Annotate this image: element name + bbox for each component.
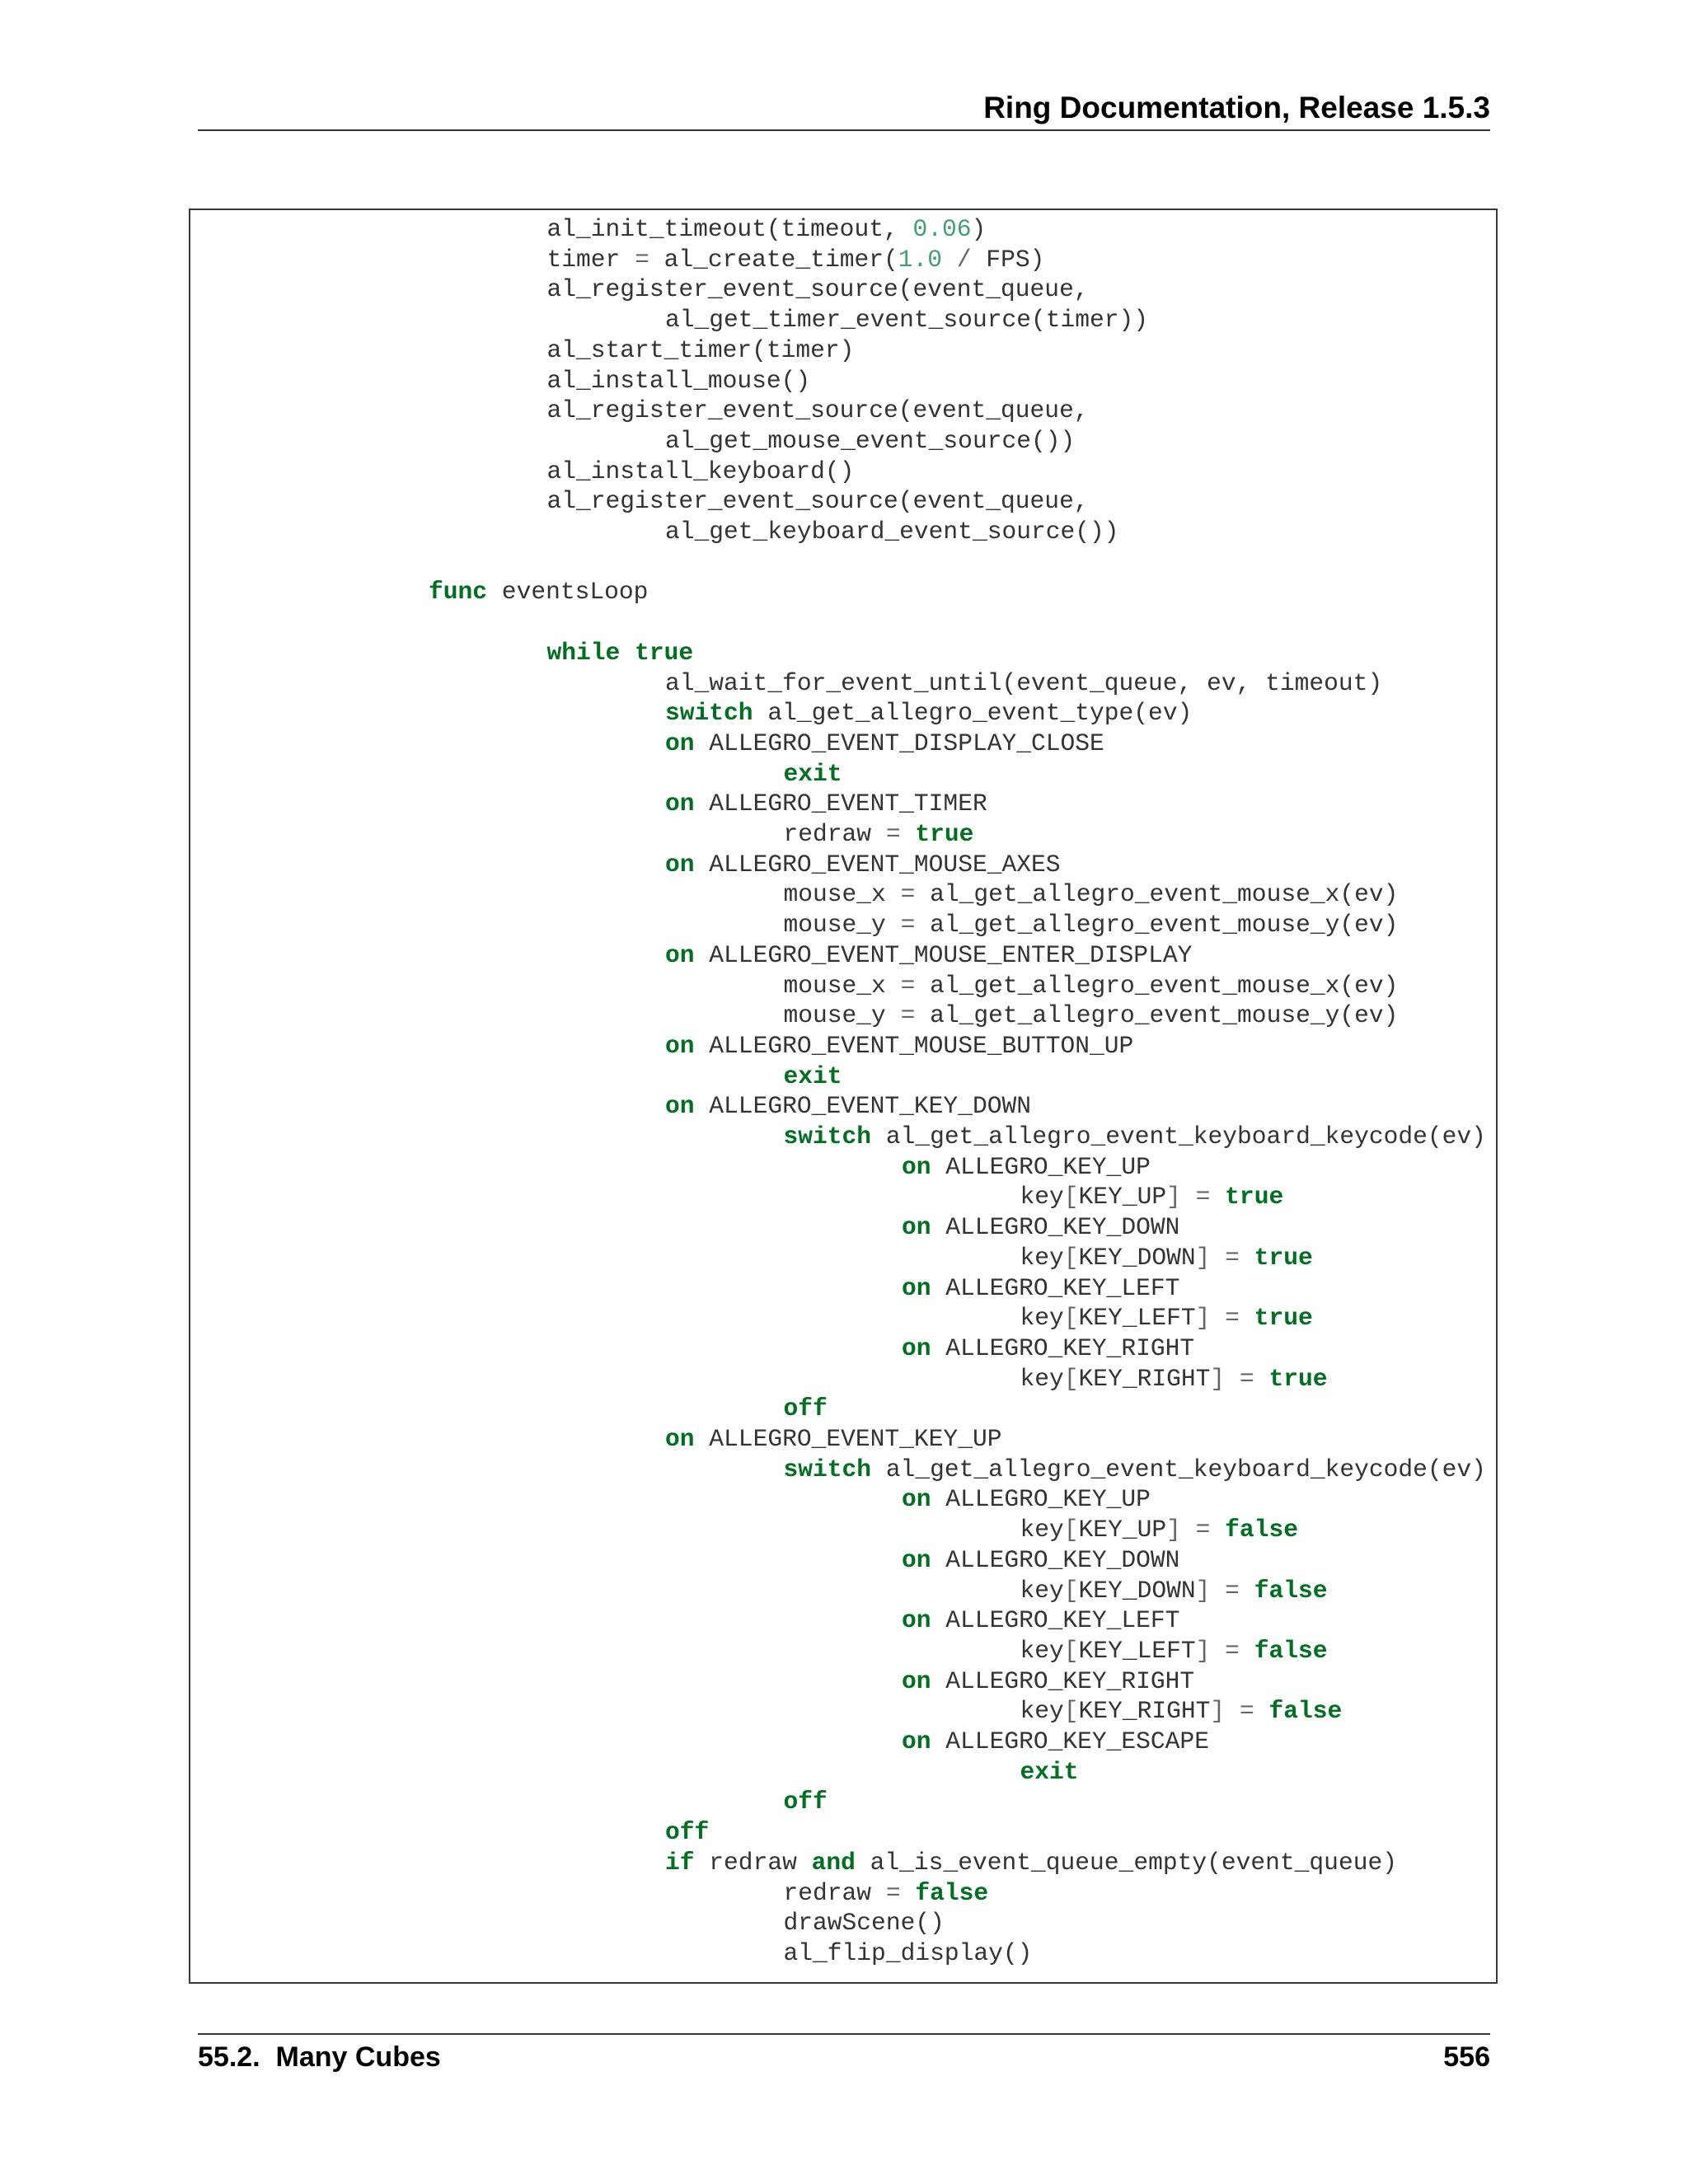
code-text: key [1020, 1697, 1064, 1726]
code-text [1210, 1516, 1225, 1544]
code-text [901, 820, 916, 848]
code-line [1020, 1576, 1328, 1606]
code-line [784, 879, 1399, 910]
code-operator: ] [1195, 1636, 1211, 1665]
code-operator: = [1239, 1364, 1254, 1393]
code-text: KEY_RIGHT [1078, 1364, 1211, 1393]
code-keyword: switch [783, 1455, 872, 1483]
code-text [1240, 1637, 1254, 1665]
code-text: al_get_mouse_event_source()) [665, 426, 1076, 455]
code-text: timer [546, 245, 635, 274]
code-text: ALLEGRO_KEY_LEFT [931, 1273, 1180, 1302]
code-operator: [ [1063, 1183, 1079, 1212]
code-line [665, 305, 1148, 335]
footer-divider [198, 2033, 1490, 2035]
code-keyword: on [902, 1545, 931, 1574]
code-text: al_get_allegro_event_keyboard_keycode(ev) [871, 1122, 1486, 1151]
code-line [665, 1091, 1031, 1122]
code-text: ALLEGRO_EVENT_MOUSE_AXES [694, 850, 1061, 879]
code-line [1020, 1696, 1343, 1727]
code-operator: = [900, 880, 916, 909]
code-line [784, 1787, 828, 1817]
code-keyword: switch [665, 699, 753, 728]
code-operator: ] [1210, 1364, 1226, 1393]
code-text [1240, 1244, 1254, 1272]
code-keyword: on [902, 1606, 931, 1635]
code-operator: = [1195, 1516, 1211, 1544]
code-text: eventsLoop [487, 578, 649, 607]
code-text: al_get_allegro_event_mouse_x(ev) [915, 880, 1399, 909]
code-line [1020, 1757, 1079, 1788]
code-line [665, 1817, 709, 1848]
code-line [902, 1727, 1209, 1757]
code-keyword: false [915, 1878, 989, 1907]
code-keyword: and [811, 1848, 856, 1877]
code-text [1210, 1577, 1225, 1605]
code-text: ) [971, 215, 987, 243]
code-keyword: on [902, 1213, 931, 1242]
code-text [1210, 1637, 1225, 1665]
code-text [1210, 1244, 1225, 1272]
code-text: ALLEGRO_KEY_DOWN [931, 1545, 1180, 1574]
code-text: ALLEGRO_EVENT_MOUSE_ENTER_DISPLAY [694, 940, 1193, 969]
code-block [189, 209, 1498, 1984]
code-text: ALLEGRO_EVENT_TIMER [694, 790, 987, 818]
code-line [784, 1062, 842, 1092]
code-number: 0.06 [912, 215, 972, 243]
code-line [1020, 1303, 1313, 1333]
code-operator: = [900, 911, 916, 940]
code-operator: = [885, 820, 901, 848]
code-line [902, 1152, 1151, 1183]
page-header-title: Ring Documentation, Release 1.5.3 [983, 91, 1490, 124]
code-operator: [ [1063, 1243, 1079, 1272]
code-text: KEY_LEFT [1078, 1636, 1196, 1665]
code-operator: = [1239, 1697, 1254, 1726]
code-keyword: true [1254, 1304, 1313, 1333]
code-text: key [1020, 1636, 1064, 1665]
code-text: FPS) [971, 245, 1045, 274]
code-keyword: off [783, 1394, 828, 1423]
code-operator: [ [1063, 1576, 1079, 1605]
code-text: al_wait_for_event_until(event_queue, ev, timeout) [665, 668, 1383, 697]
code-text: key [1020, 1576, 1064, 1605]
code-line [547, 245, 1045, 275]
code-line [547, 214, 987, 245]
code-operator: = [1225, 1576, 1240, 1605]
code-operator: = [900, 971, 916, 1000]
code-keyword: on [665, 940, 695, 969]
code-operator: = [1195, 1183, 1211, 1212]
code-operator: = [900, 1001, 916, 1030]
code-text: ALLEGRO_KEY_UP [931, 1485, 1151, 1514]
code-text [1181, 1516, 1196, 1544]
code-text: al_get_allegro_event_type(ev) [753, 699, 1193, 728]
code-line [547, 486, 1089, 517]
code-text: mouse_x [783, 880, 901, 909]
code-text: ALLEGRO_KEY_UP [931, 1152, 1151, 1181]
code-text [1240, 1577, 1254, 1605]
code-text: al_get_allegro_event_mouse_y(ev) [915, 1001, 1399, 1030]
code-line [902, 1666, 1194, 1697]
code-keyword: true [1225, 1183, 1284, 1212]
code-operator: [ [1063, 1304, 1079, 1333]
code-text: al_flip_display() [783, 1938, 1033, 1967]
code-text: ALLEGRO_KEY_ESCAPE [931, 1727, 1209, 1755]
code-operator: [ [1063, 1364, 1079, 1393]
code-line [665, 729, 1104, 759]
code-text [942, 246, 957, 274]
code-text: ALLEGRO_EVENT_DISPLAY_CLOSE [694, 729, 1104, 757]
code-text: KEY_UP [1078, 1516, 1167, 1544]
code-operator: ] [1195, 1243, 1211, 1272]
code-keyword: off [665, 1818, 710, 1847]
code-line [1020, 1515, 1298, 1545]
code-text: al_create_timer( [649, 245, 898, 274]
code-keyword: on [902, 1666, 931, 1695]
footer-page-number: 556 [1443, 2041, 1490, 2073]
code-keyword: exit [783, 759, 842, 788]
code-keyword: func [429, 578, 488, 607]
code-text: al_register_event_source(event_queue, [546, 487, 1089, 516]
code-keyword: true [915, 820, 974, 848]
code-text: mouse_x [783, 971, 901, 1000]
code-line [902, 1605, 1179, 1636]
code-line [784, 1122, 1486, 1152]
code-line [784, 1908, 945, 1938]
code-keyword: on [902, 1727, 931, 1755]
code-line [429, 577, 648, 607]
code-text: ALLEGRO_EVENT_MOUSE_BUTTON_UP [694, 1031, 1134, 1060]
code-keyword: on [665, 729, 695, 757]
code-operator: ] [1166, 1183, 1181, 1212]
code-keyword: on [665, 1425, 695, 1453]
code-text [1210, 1183, 1225, 1211]
code-operator: ] [1166, 1516, 1181, 1544]
code-keyword: off [783, 1788, 828, 1816]
code-line [665, 426, 1075, 457]
code-text: al_get_keyboard_event_source()) [665, 518, 1119, 546]
code-line [784, 1001, 1399, 1031]
code-text: KEY_DOWN [1078, 1243, 1196, 1272]
code-line [784, 1455, 1486, 1485]
code-keyword: exit [1020, 1757, 1079, 1786]
code-text: KEY_RIGHT [1078, 1697, 1211, 1726]
code-keyword: false [1254, 1576, 1328, 1605]
code-text: KEY_DOWN [1078, 1576, 1196, 1605]
code-text: key [1020, 1516, 1064, 1544]
code-text: al_install_mouse() [546, 366, 811, 395]
code-lines [190, 210, 1496, 1982]
code-operator: / [956, 245, 972, 274]
code-keyword: on [665, 1092, 695, 1121]
code-keyword: while [546, 638, 621, 667]
code-text: al_get_timer_event_source(timer)) [665, 306, 1149, 335]
code-keyword: switch [783, 1122, 872, 1151]
code-keyword: exit [783, 1062, 842, 1090]
code-line [665, 668, 1382, 699]
code-line [1020, 1636, 1328, 1666]
footer-section-title: 55.2. Many Cubes [198, 2041, 441, 2073]
code-text: al_get_allegro_event_mouse_y(ev) [915, 911, 1399, 940]
code-keyword: false [1225, 1516, 1298, 1544]
code-text: ALLEGRO_KEY_RIGHT [931, 1666, 1195, 1695]
code-text: KEY_UP [1078, 1183, 1167, 1212]
code-line [547, 457, 855, 487]
code-line [665, 1031, 1133, 1062]
code-line [902, 1484, 1151, 1515]
code-line [665, 1424, 1001, 1455]
code-text: key [1020, 1183, 1064, 1212]
code-keyword: on [665, 790, 695, 818]
code-line [665, 1848, 1397, 1878]
code-keyword: if [665, 1848, 695, 1877]
code-line [665, 517, 1119, 547]
code-text [620, 639, 635, 667]
code-line [784, 910, 1399, 940]
code-keyword: true [635, 638, 694, 667]
code-text: al_start_timer(timer) [546, 335, 855, 364]
code-line [547, 396, 1089, 426]
code-operator: = [1225, 1636, 1240, 1665]
code-number: 1.0 [898, 245, 943, 274]
code-text: redraw [694, 1848, 812, 1877]
code-text [1210, 1304, 1225, 1332]
code-text: mouse_y [783, 911, 901, 940]
code-text [1254, 1365, 1269, 1393]
code-line [665, 850, 1061, 880]
code-keyword: false [1254, 1636, 1328, 1665]
code-line [902, 1212, 1179, 1243]
code-text [1225, 1365, 1240, 1393]
code-line [902, 1273, 1179, 1304]
code-line [784, 1878, 989, 1909]
code-keyword: on [665, 1031, 695, 1060]
code-line [784, 819, 974, 850]
code-operator: ] [1195, 1576, 1211, 1605]
code-text: redraw [783, 820, 886, 848]
code-text: al_get_allegro_event_mouse_x(ev) [915, 971, 1399, 1000]
code-line [902, 1545, 1179, 1576]
code-line [665, 789, 987, 819]
code-text: al_is_event_queue_empty(event_queue) [855, 1848, 1397, 1877]
code-keyword: on [902, 1485, 931, 1514]
code-text: key [1020, 1243, 1064, 1272]
code-operator: = [1225, 1243, 1240, 1272]
code-keyword: true [1268, 1364, 1328, 1393]
code-operator: [ [1063, 1636, 1079, 1665]
code-text: ALLEGRO_KEY_DOWN [931, 1213, 1180, 1242]
code-line [784, 1394, 828, 1424]
code-operator: = [635, 245, 649, 274]
header-divider [198, 129, 1490, 131]
code-keyword: on [902, 1333, 931, 1362]
code-text: al_register_event_source(event_queue, [546, 396, 1089, 425]
code-text [1181, 1183, 1196, 1211]
code-text [901, 1879, 916, 1907]
code-text: al_get_allegro_event_keyboard_keycode(ev) [871, 1455, 1486, 1483]
code-text: key [1020, 1364, 1064, 1393]
code-keyword: on [665, 850, 695, 879]
code-line [784, 759, 842, 790]
code-keyword: true [1254, 1243, 1313, 1272]
code-line [784, 1938, 1033, 1969]
code-text: key [1020, 1304, 1064, 1333]
code-text [1254, 1697, 1269, 1725]
code-text: mouse_y [783, 1001, 901, 1030]
code-text: al_init_timeout(timeout, [546, 215, 913, 243]
code-keyword: on [902, 1273, 931, 1302]
code-line [665, 698, 1192, 729]
code-line [1020, 1364, 1328, 1394]
code-line [784, 971, 1399, 1001]
code-operator: ] [1195, 1304, 1211, 1333]
code-text: ALLEGRO_EVENT_KEY_DOWN [694, 1092, 1031, 1121]
code-operator: [ [1063, 1697, 1079, 1726]
code-operator: ] [1210, 1697, 1226, 1726]
code-line [902, 1333, 1194, 1364]
code-line [547, 335, 855, 366]
code-text: ALLEGRO_KEY_LEFT [931, 1606, 1180, 1635]
code-keyword: false [1268, 1697, 1343, 1726]
code-line [547, 638, 694, 668]
code-text: ALLEGRO_KEY_RIGHT [931, 1333, 1195, 1362]
code-line [1020, 1243, 1313, 1273]
code-text [1240, 1304, 1254, 1332]
code-text: ALLEGRO_EVENT_KEY_UP [694, 1425, 1002, 1453]
code-text: redraw [783, 1878, 886, 1907]
code-text [1225, 1697, 1240, 1725]
code-line [547, 274, 1089, 305]
code-text: al_register_event_source(event_queue, [546, 275, 1089, 304]
code-operator: = [1225, 1304, 1240, 1333]
code-keyword: on [902, 1152, 931, 1181]
code-text: KEY_LEFT [1078, 1304, 1196, 1333]
code-line [1020, 1182, 1284, 1212]
code-operator: [ [1063, 1516, 1079, 1544]
code-text: drawScene() [783, 1909, 945, 1938]
code-operator: = [885, 1878, 901, 1907]
code-line [547, 366, 811, 396]
code-text: al_install_keyboard() [546, 457, 855, 485]
code-line [665, 940, 1192, 971]
